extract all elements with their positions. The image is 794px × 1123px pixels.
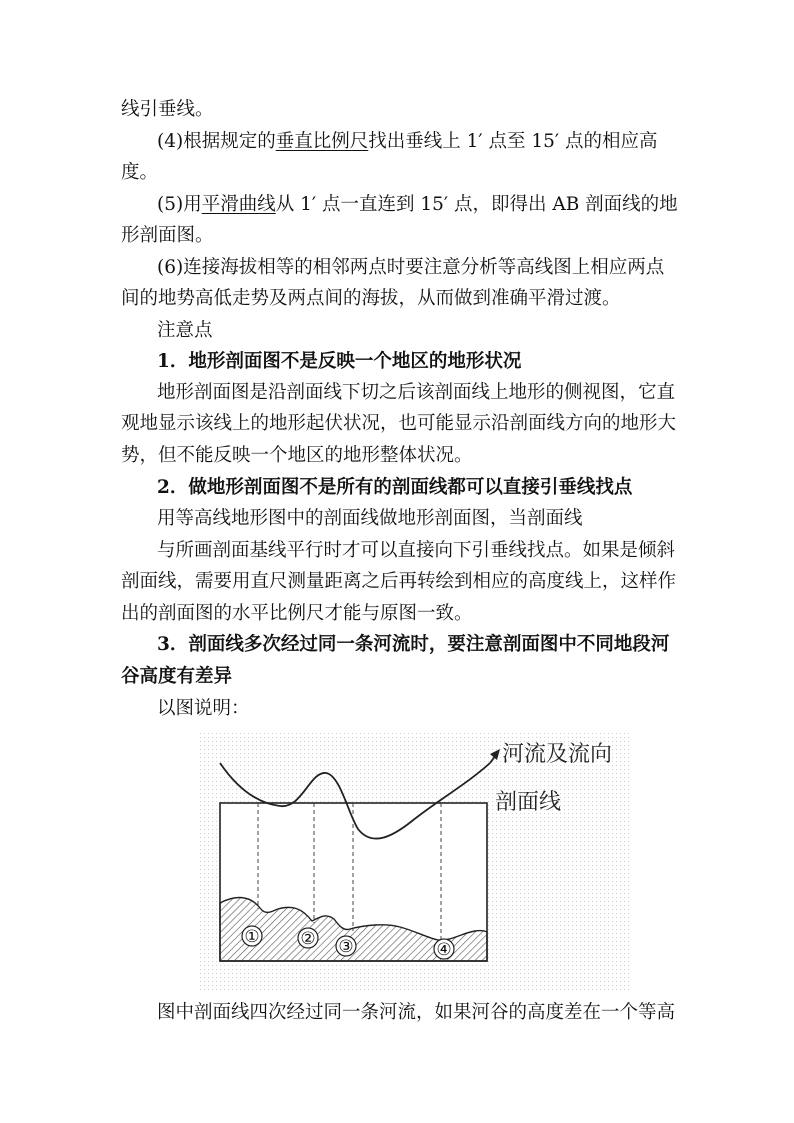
river-label: 河流及流向	[502, 742, 613, 767]
text-line: (5)用平滑曲线从 1′ 点一直连到 15′ 点，即得出 AB 剖面线的地	[157, 194, 678, 215]
text-line: 势，但不能反映一个地区的地形整体状况。	[121, 445, 473, 466]
profile-diagram	[200, 733, 632, 993]
marker-3: ③	[338, 937, 354, 957]
profile-figure	[200, 733, 632, 993]
point-heading: 1．地形剖面图不是反映一个地区的地形状况	[157, 351, 522, 372]
text-line: 图中剖面线四次经过同一条河流，如果河谷的高度差在一个等高	[157, 1002, 676, 1023]
point-heading: 谷高度有差异	[121, 666, 233, 687]
text-line: 形剖面图。	[121, 225, 214, 246]
point-heading: 3．剖面线多次经过同一条河流时，要注意剖面图中不同地段河	[157, 634, 670, 655]
text-line: 与所画剖面基线平行时才可以直接向下引垂线找点。如果是倾斜	[157, 540, 676, 561]
text-line: 剖面线，需要用直尺测量距离之后再转绘到相应的高度线上，这样作	[121, 571, 677, 592]
marker-1: ①	[244, 927, 260, 947]
text-line: 线引垂线。	[121, 99, 214, 120]
section-heading: 注意点	[157, 320, 213, 341]
text-line: (6)连接海拔相等的相邻两点时要注意分析等高线图上相应两点	[157, 257, 665, 278]
text-line: 地形剖面图是沿剖面线下切之后该剖面线上地形的侧视图，它直	[157, 382, 676, 403]
text-line: 出的剖面图的水平比例尺才能与原图一致。	[121, 603, 473, 624]
section-line-label: 剖面线	[495, 790, 562, 815]
text-line: 度。	[121, 162, 159, 183]
text-line: 用等高线地形图中的剖面线做地形剖面图，当剖面线	[157, 508, 583, 529]
marker-2: ②	[300, 929, 316, 949]
text-line: 间的地势高低走势及两点间的海拔，从而做到准确平滑过渡。	[121, 288, 621, 309]
point-heading: 2．做地形剖面图不是所有的剖面线都可以直接引垂线找点	[157, 477, 633, 498]
text-line: 观地显示该线上的地形起伏状况，也可能显示沿剖面线方向的地形大	[121, 413, 677, 434]
text-line: (4)根据规定的垂直比例尺找出垂线上 1′ 点至 15′ 点的相应高	[157, 131, 658, 152]
text-line: 以图说明：	[157, 698, 250, 719]
marker-4: ④	[436, 940, 452, 960]
